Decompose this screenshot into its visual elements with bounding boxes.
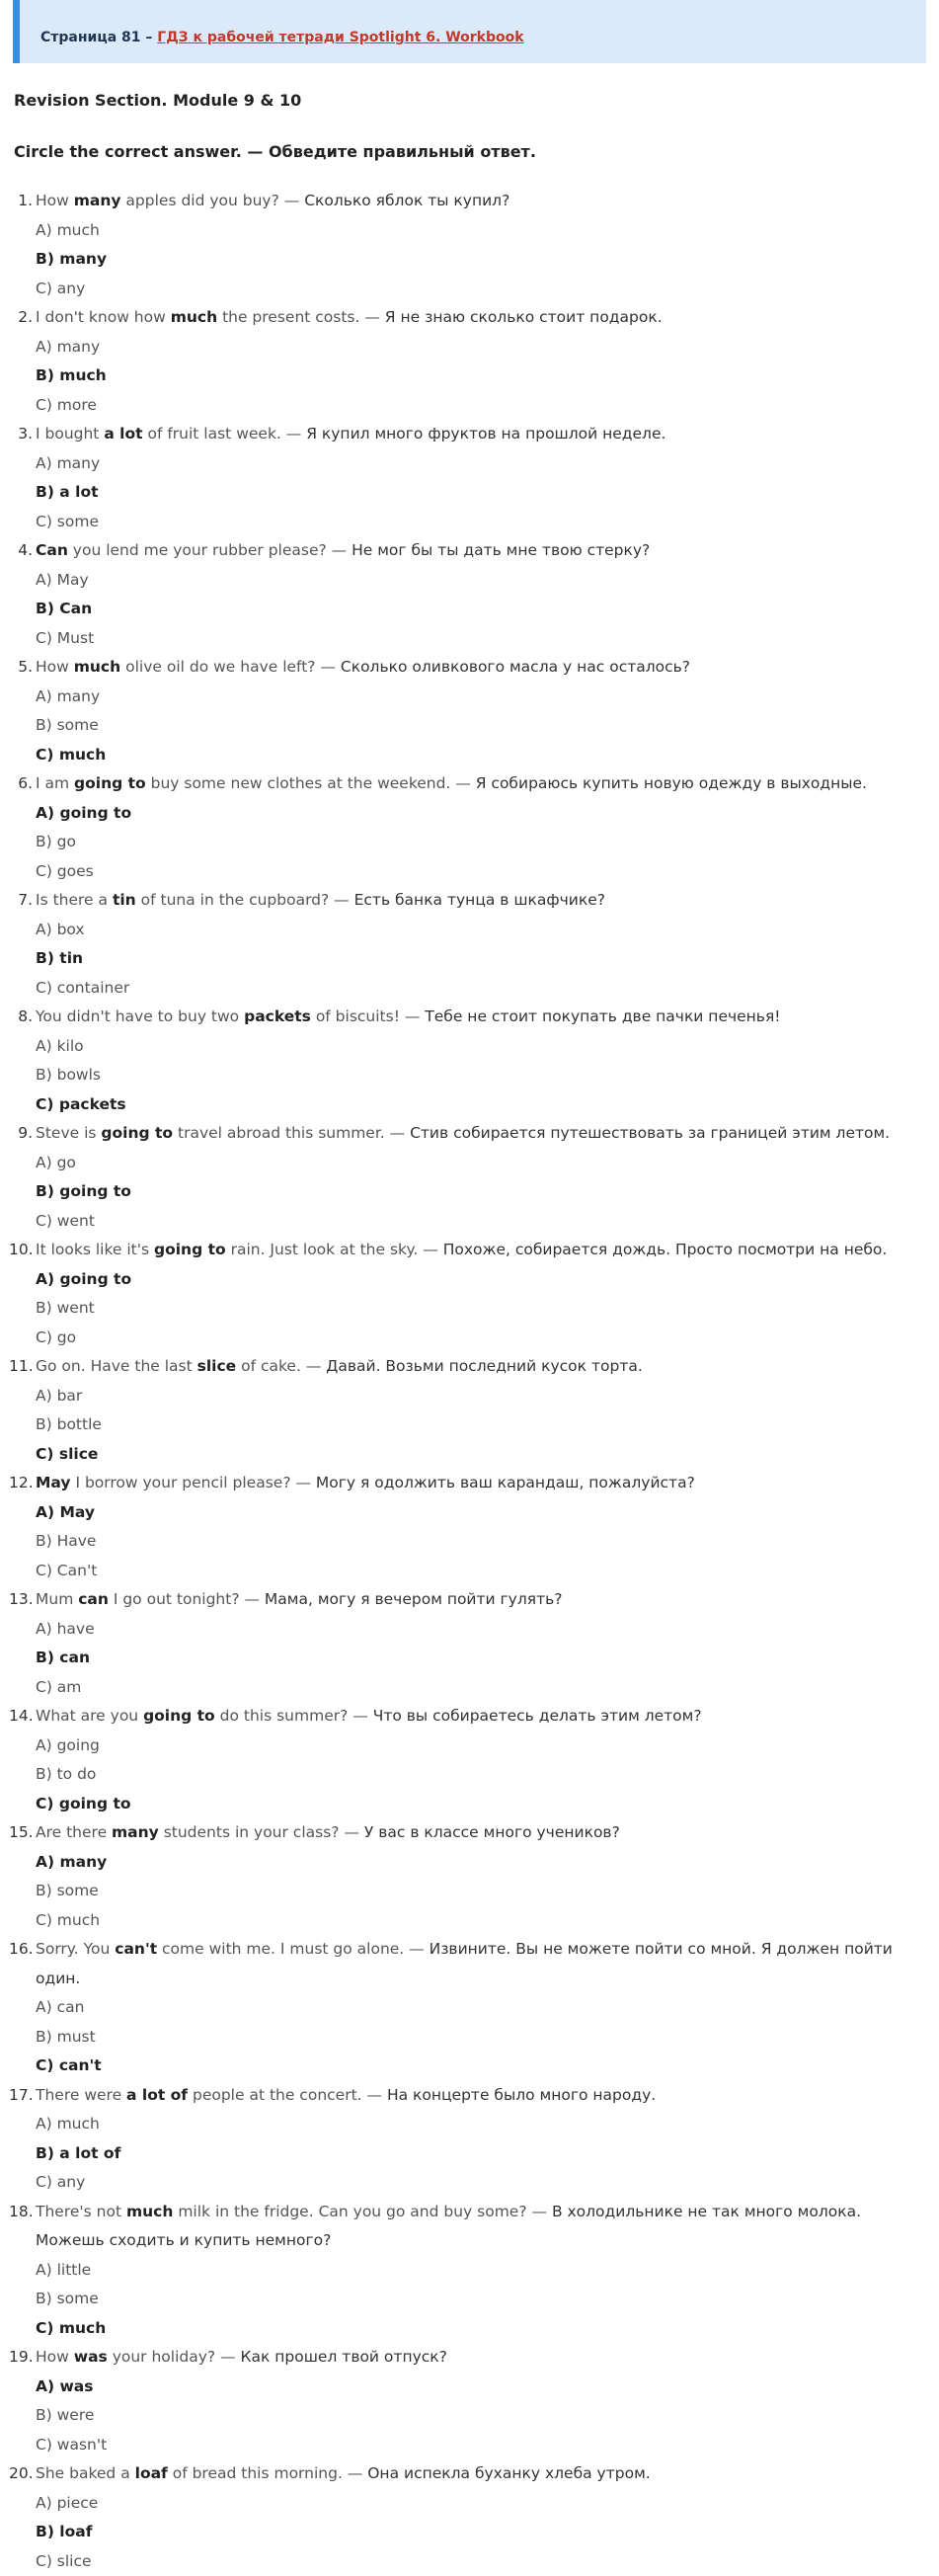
question-text — [36, 2198, 926, 2256]
question-translation: Мама, могу я вечером пойти гулять? — [265, 1590, 563, 1608]
answer-option: B) Have — [36, 1527, 926, 1557]
question-text — [36, 1236, 926, 1265]
question-translation: Извините. Вы не можете пойти со мной. Я должен пойти один. — [36, 1940, 893, 1987]
question-translation: Давай. Возьми последний кусок торта. — [326, 1357, 643, 1375]
question-text-start: What are you — [36, 1707, 143, 1725]
question-text — [36, 536, 926, 566]
question-text — [36, 1935, 926, 1993]
answer-option-correct: C) going to — [36, 1790, 926, 1819]
question-keyword: many — [112, 1823, 159, 1841]
question-item — [13, 886, 926, 1003]
banner-prefix: Страница 81 – — [40, 30, 157, 45]
question-item — [13, 1352, 926, 1469]
question-text-start: How — [36, 192, 74, 209]
question-text-end: of tuna in the cupboard? — — [136, 891, 354, 909]
question-keyword: going to — [154, 1241, 226, 1258]
question-translation: Не мог бы ты дать мне твою стерку? — [352, 541, 650, 559]
question-text — [36, 886, 926, 916]
question-text — [36, 1469, 926, 1498]
question-item — [13, 536, 926, 653]
answer-option: A) bar — [36, 1382, 926, 1411]
question-translation: В холодильнике не так много молока. Можешь сходить и купить немного? — [36, 2203, 861, 2250]
question-number: 16. — [9, 1935, 33, 1965]
section-title: Revision Section. Module 9 & 10 — [13, 91, 926, 110]
answer-option: B) to do — [36, 1760, 926, 1790]
question-keyword: May — [36, 1474, 71, 1491]
answer-option: C) container — [36, 974, 926, 1004]
question-text-start: How — [36, 658, 74, 676]
question-text — [36, 2081, 926, 2111]
answer-option: A) going — [36, 1731, 926, 1761]
answer-option-correct: B) loaf — [36, 2518, 926, 2547]
answer-option-correct: A) going to — [36, 1265, 926, 1295]
question-number: 15. — [9, 1818, 33, 1848]
question-keyword: packets — [244, 1007, 311, 1025]
question-text — [36, 653, 926, 683]
question-text-end: olive oil do we have left? — — [120, 658, 341, 676]
question-text — [36, 1352, 926, 1382]
question-number: 20. — [9, 2459, 33, 2489]
answer-option: C) more — [36, 391, 926, 421]
question-item — [13, 1236, 926, 1352]
question-item — [13, 1119, 926, 1236]
answer-option: C) wasn't — [36, 2431, 926, 2460]
answer-option: B) must — [36, 2023, 926, 2053]
question-translation: Похоже, собирается дождь. Просто посмотри на небо. — [443, 1241, 888, 1258]
answer-option: B) bowls — [36, 1061, 926, 1090]
question-text-end: rain. Just look at the sky. — — [226, 1241, 443, 1258]
question-number: 8. — [9, 1003, 33, 1032]
answer-option: C) slice — [36, 2547, 926, 2576]
question-text-start: Go on. Have the last — [36, 1357, 197, 1375]
question-item — [13, 187, 926, 303]
question-text — [36, 1818, 926, 1848]
answer-option-correct: C) slice — [36, 1440, 926, 1470]
answer-option: C) am — [36, 1673, 926, 1703]
question-text-start: Is there a — [36, 891, 113, 909]
question-item — [13, 2459, 926, 2576]
question-text-end: I go out tonight? — — [109, 1590, 265, 1608]
question-text-start: She baked a — [36, 2464, 135, 2482]
question-keyword: going to — [143, 1707, 215, 1725]
question-item — [13, 1935, 926, 2081]
question-translation: Как прошел твой отпуск? — [240, 2348, 446, 2366]
question-translation: Могу я одолжить ваш карандаш, пожалуйста? — [316, 1474, 695, 1491]
question-text — [36, 187, 926, 216]
question-text — [36, 2343, 926, 2373]
question-text-end: come with me. I must go alone. — — [157, 1940, 429, 1958]
workbook-link[interactable]: ГДЗ к рабочей тетради Spotlight 6. Workbook — [157, 30, 523, 45]
question-number: 17. — [9, 2081, 33, 2111]
answer-option-correct: C) can't — [36, 2052, 926, 2081]
answer-option-correct: B) going to — [36, 1177, 926, 1207]
question-translation: Я не знаю сколько стоит подарок. — [385, 308, 663, 326]
question-number: 18. — [9, 2198, 33, 2227]
question-number: 12. — [9, 1469, 33, 1498]
question-text — [36, 1003, 926, 1032]
question-keyword: tin — [113, 891, 136, 909]
question-text-end: of bread this morning. — — [168, 2464, 367, 2482]
question-text-start: I am — [36, 774, 74, 792]
question-translation: У вас в классе много учеников? — [364, 1823, 620, 1841]
question-item — [13, 1469, 926, 1585]
question-number: 13. — [9, 1585, 33, 1615]
question-keyword: was — [74, 2348, 108, 2366]
answer-option-correct: C) much — [36, 741, 926, 770]
answer-option-correct: B) many — [36, 245, 926, 275]
answer-option: A) have — [36, 1615, 926, 1645]
answer-option: C) any — [36, 275, 926, 304]
question-number: 3. — [9, 420, 33, 449]
page-banner — [13, 0, 926, 63]
question-text-start: There's not — [36, 2203, 126, 2220]
question-text-end: students in your class? — — [159, 1823, 364, 1841]
answer-option-correct: A) going to — [36, 799, 926, 829]
question-number: 5. — [9, 653, 33, 683]
answer-option: A) much — [36, 216, 926, 246]
question-translation: Я купил много фруктов на прошлой неделе. — [306, 425, 665, 443]
question-text-start: Mum — [36, 1590, 78, 1608]
question-text-start: There were — [36, 2086, 126, 2104]
answer-option-correct: B) can — [36, 1644, 926, 1673]
question-keyword: slice — [197, 1357, 237, 1375]
question-item — [13, 1585, 926, 1702]
question-keyword: much — [171, 308, 217, 326]
answer-option: A) many — [36, 449, 926, 479]
question-item — [13, 1003, 926, 1119]
question-text-start: Sorry. You — [36, 1940, 115, 1958]
answer-option: A) little — [36, 2256, 926, 2286]
question-number: 2. — [9, 303, 33, 333]
answer-option: C) went — [36, 1207, 926, 1237]
answer-option-correct: A) May — [36, 1498, 926, 1528]
answer-option: A) May — [36, 566, 926, 596]
question-number: 6. — [9, 769, 33, 799]
instruction: Circle the correct answer. — Обведите правильный ответ. — [13, 142, 926, 161]
answer-option-correct: C) much — [36, 2314, 926, 2344]
answer-option: B) bottle — [36, 1410, 926, 1440]
question-text-end: of biscuits! — — [311, 1007, 425, 1025]
answer-option: A) piece — [36, 2489, 926, 2519]
questions-list — [13, 187, 926, 2576]
question-number: 10. — [9, 1236, 33, 1265]
question-text-start: It looks like it's — [36, 1241, 154, 1258]
question-translation: Что вы собираетесь делать этим летом? — [373, 1707, 702, 1725]
answer-option: A) many — [36, 683, 926, 712]
question-text — [36, 420, 926, 449]
question-text-start: I don't know how — [36, 308, 171, 326]
question-item — [13, 1702, 926, 1818]
question-keyword: a lot — [104, 425, 142, 443]
question-text — [36, 1119, 926, 1149]
question-translation: Сколько оливкового масла у нас осталось? — [341, 658, 690, 676]
question-item — [13, 2081, 926, 2198]
question-keyword: loaf — [135, 2464, 168, 2482]
answer-option: C) some — [36, 508, 926, 537]
question-text-start: Are there — [36, 1823, 112, 1841]
question-keyword: can — [78, 1590, 109, 1608]
question-number: 19. — [9, 2343, 33, 2373]
question-number: 14. — [9, 1702, 33, 1731]
question-translation: Тебе не стоит покупать две пачки печенья! — [425, 1007, 780, 1025]
answer-option-correct: B) a lot — [36, 478, 926, 508]
answer-option: B) were — [36, 2401, 926, 2431]
answer-option: C) Must — [36, 624, 926, 654]
answer-option-correct: A) was — [36, 2373, 926, 2402]
question-text — [36, 769, 926, 799]
answer-option: A) go — [36, 1149, 926, 1178]
answer-option: C) go — [36, 1324, 926, 1353]
question-translation: Я собираюсь купить новую одежду в выходные. — [476, 774, 867, 792]
question-text — [36, 2459, 926, 2489]
question-keyword: can't — [115, 1940, 157, 1958]
question-translation: Она испекла буханку хлеба утром. — [367, 2464, 650, 2482]
question-text-start: Steve is — [36, 1124, 101, 1142]
question-translation: Сколько яблок ты купил? — [304, 192, 509, 209]
question-text-end: your holiday? — — [108, 2348, 241, 2366]
answer-option: A) box — [36, 916, 926, 945]
question-keyword: going to — [101, 1124, 173, 1142]
question-text-end: travel abroad this summer. — — [173, 1124, 410, 1142]
question-number: 4. — [9, 536, 33, 566]
question-item — [13, 653, 926, 769]
answer-option-correct: B) a lot of — [36, 2139, 926, 2169]
question-text-end: of cake. — — [236, 1357, 326, 1375]
answer-option: A) kilo — [36, 1032, 926, 1062]
question-text-end: the present costs. — — [217, 308, 385, 326]
question-text-end: do this summer? — — [215, 1707, 373, 1725]
question-text-end: milk in the fridge. Can you go and buy some? — — [173, 2203, 552, 2220]
question-item — [13, 303, 926, 420]
question-text-start: How — [36, 2348, 74, 2366]
answer-option-correct: B) much — [36, 362, 926, 391]
question-number: 1. — [9, 187, 33, 216]
question-text-end: I borrow your pencil please? — — [71, 1474, 316, 1491]
question-text — [36, 1702, 926, 1731]
answer-option-correct: A) many — [36, 1848, 926, 1878]
answer-option-correct: B) Can — [36, 595, 926, 624]
question-keyword: Can — [36, 541, 68, 559]
question-text — [36, 303, 926, 333]
answer-option-correct: C) packets — [36, 1090, 926, 1120]
question-item — [13, 2343, 926, 2459]
answer-option: B) some — [36, 711, 926, 741]
question-keyword: going to — [74, 774, 146, 792]
question-translation: Есть банка тунца в шкафчике? — [354, 891, 605, 909]
answer-option: C) any — [36, 2168, 926, 2198]
question-number: 9. — [9, 1119, 33, 1149]
question-text-end: people at the concert. — — [188, 2086, 387, 2104]
question-item — [13, 2198, 926, 2344]
question-text-start: I bought — [36, 425, 104, 443]
question-keyword: much — [126, 2203, 173, 2220]
answer-option: A) can — [36, 1993, 926, 2023]
question-item — [13, 769, 926, 886]
question-text-end: apples did you buy? — — [121, 192, 305, 209]
answer-option: A) much — [36, 2110, 926, 2139]
question-item — [13, 420, 926, 536]
question-text — [36, 1585, 926, 1615]
answer-option: C) goes — [36, 857, 926, 887]
answer-option: B) some — [36, 2285, 926, 2314]
question-item — [13, 1818, 926, 1935]
answer-option: B) some — [36, 1877, 926, 1906]
question-translation: Стив собирается путешествовать за границей этим летом. — [410, 1124, 890, 1142]
answer-option-correct: B) tin — [36, 944, 926, 974]
answer-option: C) Can't — [36, 1557, 926, 1586]
question-number: 11. — [9, 1352, 33, 1382]
answer-option: C) much — [36, 1906, 926, 1936]
question-translation: На концерте было много народу. — [387, 2086, 656, 2104]
question-text-end: of fruit last week. — — [143, 425, 307, 443]
question-text-end: you lend me your rubber please? — — [68, 541, 352, 559]
question-text-start: You didn't have to buy two — [36, 1007, 244, 1025]
answer-option: A) many — [36, 333, 926, 362]
question-keyword: a lot of — [126, 2086, 188, 2104]
question-number: 7. — [9, 886, 33, 916]
answer-option: B) went — [36, 1294, 926, 1324]
question-keyword: much — [74, 658, 120, 676]
question-text-end: buy some new clothes at the weekend. — — [146, 774, 476, 792]
question-keyword: many — [74, 192, 121, 209]
answer-option: B) go — [36, 828, 926, 857]
